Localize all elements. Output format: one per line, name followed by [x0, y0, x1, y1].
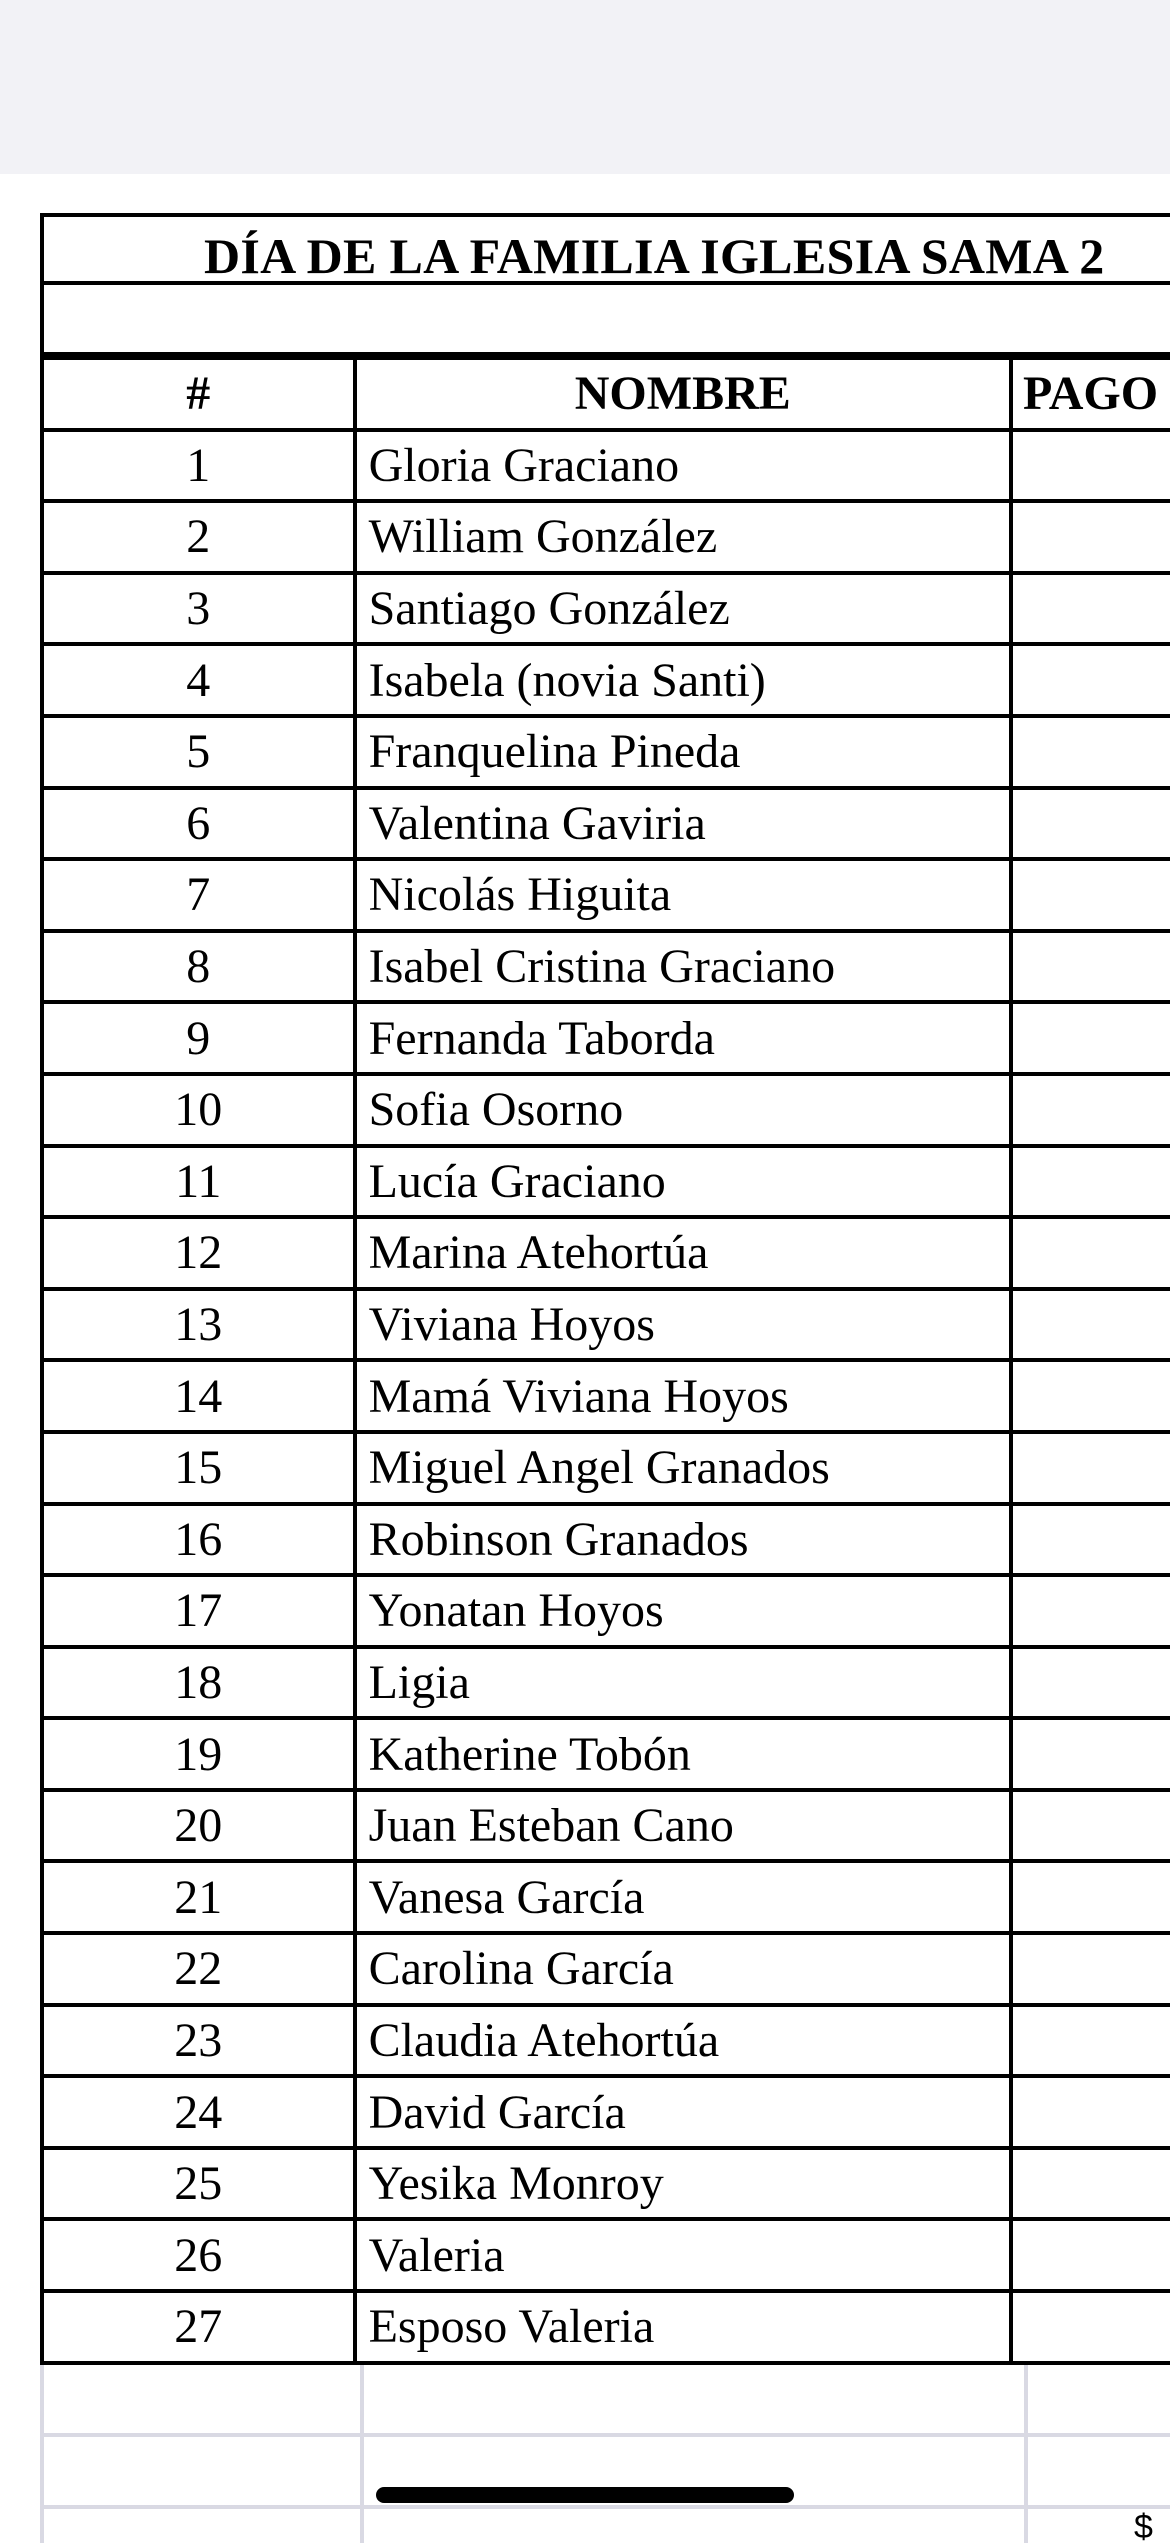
row-number-cell[interactable]: 17	[42, 1575, 355, 1647]
table-row	[42, 1861, 1170, 1933]
row-number-cell[interactable]: 24	[42, 2076, 355, 2148]
table-row	[42, 716, 1170, 788]
row-name-cell[interactable]: Robinson Granados	[355, 1504, 1011, 1576]
row-pago-cell[interactable]	[1011, 1074, 1170, 1146]
partial-cell-text: $	[1134, 2508, 1153, 2546]
table-row	[42, 1504, 1170, 1576]
table-row	[42, 2148, 1170, 2220]
row-pago-cell[interactable]	[1011, 430, 1170, 502]
row-number-cell[interactable]: 14	[42, 1360, 355, 1432]
table-row	[42, 430, 1170, 502]
header-pago[interactable]: PAGO	[1011, 358, 1170, 430]
row-name-cell[interactable]: Nicolás Higuita	[355, 859, 1011, 931]
row-name-cell[interactable]: Franquelina Pineda	[355, 716, 1011, 788]
blank-row[interactable]	[40, 285, 1170, 356]
row-pago-cell[interactable]	[1011, 859, 1170, 931]
row-number-cell[interactable]: 27	[42, 2291, 355, 2363]
row-number-cell[interactable]: 2	[42, 501, 355, 573]
table-row	[42, 788, 1170, 860]
table-row	[42, 2219, 1170, 2291]
row-pago-cell[interactable]	[1011, 2005, 1170, 2077]
row-number-cell[interactable]: 19	[42, 1718, 355, 1790]
row-pago-cell[interactable]	[1011, 716, 1170, 788]
row-pago-cell[interactable]	[1011, 1289, 1170, 1361]
table-row	[42, 1360, 1170, 1432]
row-pago-cell[interactable]	[1011, 1432, 1170, 1504]
row-number-cell[interactable]: 10	[42, 1074, 355, 1146]
gridline	[40, 2365, 44, 2543]
row-pago-cell[interactable]	[1011, 1002, 1170, 1074]
row-pago-cell[interactable]	[1011, 644, 1170, 716]
row-number-cell[interactable]: 23	[42, 2005, 355, 2077]
row-pago-cell[interactable]	[1011, 2291, 1170, 2363]
row-name-cell[interactable]: Esposo Valeria	[355, 2291, 1011, 2363]
table-row	[42, 1289, 1170, 1361]
row-pago-cell[interactable]	[1011, 1718, 1170, 1790]
table-row	[42, 1432, 1170, 1504]
table-row	[42, 1074, 1170, 1146]
row-number-cell[interactable]: 18	[42, 1647, 355, 1719]
row-number-cell[interactable]: 8	[42, 931, 355, 1003]
empty-grid-area[interactable]	[40, 2365, 1170, 2543]
row-name-cell[interactable]: Carolina García	[355, 1933, 1011, 2005]
table-row	[42, 1146, 1170, 1218]
row-name-cell[interactable]: Yonatan Hoyos	[355, 1575, 1011, 1647]
table-row	[42, 501, 1170, 573]
top-bar	[0, 0, 1170, 174]
row-name-cell[interactable]: Isabela (novia Santi)	[355, 644, 1011, 716]
row-pago-cell[interactable]	[1011, 1360, 1170, 1432]
row-number-cell[interactable]: 7	[42, 859, 355, 931]
row-pago-cell[interactable]	[1011, 2148, 1170, 2220]
table-row	[42, 931, 1170, 1003]
row-pago-cell[interactable]	[1011, 1217, 1170, 1289]
table-row	[42, 1002, 1170, 1074]
row-number-cell[interactable]: 26	[42, 2219, 355, 2291]
row-name-cell[interactable]: Marina Atehortúa	[355, 1217, 1011, 1289]
row-name-cell[interactable]: Katherine Tobón	[355, 1718, 1011, 1790]
row-number-cell[interactable]: 25	[42, 2148, 355, 2220]
row-number-cell[interactable]: 13	[42, 1289, 355, 1361]
table-row	[42, 1790, 1170, 1862]
gridline	[1024, 2365, 1028, 2543]
row-number-cell[interactable]: 16	[42, 1504, 355, 1576]
header-row	[42, 358, 1170, 430]
header-name[interactable]: NOMBRE	[355, 358, 1011, 430]
participants-table	[40, 356, 1170, 2365]
table-row	[42, 1575, 1170, 1647]
spreadsheet[interactable]	[40, 213, 1170, 2543]
sheet-title: DÍA DE LA FAMILIA IGLESIA SAMA 2	[204, 228, 1105, 284]
table-row	[42, 1647, 1170, 1719]
row-name-cell[interactable]: Santiago González	[355, 573, 1011, 645]
row-number-cell[interactable]: 9	[42, 1002, 355, 1074]
row-number-cell[interactable]: 4	[42, 644, 355, 716]
row-name-cell[interactable]: Sofia Osorno	[355, 1074, 1011, 1146]
row-name-cell[interactable]: Vanesa García	[355, 1861, 1011, 1933]
row-pago-cell[interactable]	[1011, 573, 1170, 645]
row-number-cell[interactable]: 11	[42, 1146, 355, 1218]
row-pago-cell[interactable]	[1011, 788, 1170, 860]
table-row	[42, 1217, 1170, 1289]
row-name-cell[interactable]: Claudia Atehortúa	[355, 2005, 1011, 2077]
header-num[interactable]: #	[42, 358, 355, 430]
row-name-cell[interactable]: Miguel Angel Granados	[355, 1432, 1011, 1504]
table-row	[42, 644, 1170, 716]
table-row	[42, 1933, 1170, 2005]
row-number-cell[interactable]: 3	[42, 573, 355, 645]
row-name-cell[interactable]: Lucía Graciano	[355, 1146, 1011, 1218]
row-number-cell[interactable]: 21	[42, 1861, 355, 1933]
row-name-cell[interactable]: Ligia	[355, 1647, 1011, 1719]
row-number-cell[interactable]: 12	[42, 1217, 355, 1289]
gridline	[360, 2365, 364, 2543]
row-name-cell[interactable]: William González	[355, 501, 1011, 573]
row-name-cell[interactable]: Juan Esteban Cano	[355, 1790, 1011, 1862]
row-name-cell[interactable]: Fernanda Taborda	[355, 1002, 1011, 1074]
row-pago-cell[interactable]	[1011, 1861, 1170, 1933]
gridline	[40, 2505, 1170, 2509]
row-pago-cell[interactable]	[1011, 931, 1170, 1003]
title-row[interactable]	[40, 213, 1170, 285]
row-pago-cell[interactable]	[1011, 2076, 1170, 2148]
row-name-cell[interactable]: Mamá Viviana Hoyos	[355, 1360, 1011, 1432]
row-number-cell[interactable]: 6	[42, 788, 355, 860]
row-pago-cell[interactable]	[1011, 2219, 1170, 2291]
row-name-cell[interactable]: Viviana Hoyos	[355, 1289, 1011, 1361]
home-indicator	[376, 2487, 794, 2503]
row-name-cell[interactable]: Valeria	[355, 2219, 1011, 2291]
row-pago-cell[interactable]	[1011, 1575, 1170, 1647]
row-pago-cell[interactable]	[1011, 501, 1170, 573]
row-name-cell[interactable]: Valentina Gaviria	[355, 788, 1011, 860]
row-pago-cell[interactable]	[1011, 1647, 1170, 1719]
row-number-cell[interactable]: 22	[42, 1933, 355, 2005]
row-pago-cell[interactable]	[1011, 1790, 1170, 1862]
gridline	[40, 2433, 1170, 2437]
row-pago-cell[interactable]	[1011, 1146, 1170, 1218]
row-number-cell[interactable]: 20	[42, 1790, 355, 1862]
table-row	[42, 573, 1170, 645]
table-row	[42, 2076, 1170, 2148]
row-pago-cell[interactable]	[1011, 1504, 1170, 1576]
row-name-cell[interactable]: Yesika Monroy	[355, 2148, 1011, 2220]
table-row	[42, 2291, 1170, 2363]
row-name-cell[interactable]: Gloria Graciano	[355, 430, 1011, 502]
row-name-cell[interactable]: Isabel Cristina Graciano	[355, 931, 1011, 1003]
table-row	[42, 1718, 1170, 1790]
table-row	[42, 859, 1170, 931]
row-number-cell[interactable]: 1	[42, 430, 355, 502]
table-row	[42, 2005, 1170, 2077]
row-name-cell[interactable]: David García	[355, 2076, 1011, 2148]
row-number-cell[interactable]: 5	[42, 716, 355, 788]
row-pago-cell[interactable]	[1011, 1933, 1170, 2005]
row-number-cell[interactable]: 15	[42, 1432, 355, 1504]
